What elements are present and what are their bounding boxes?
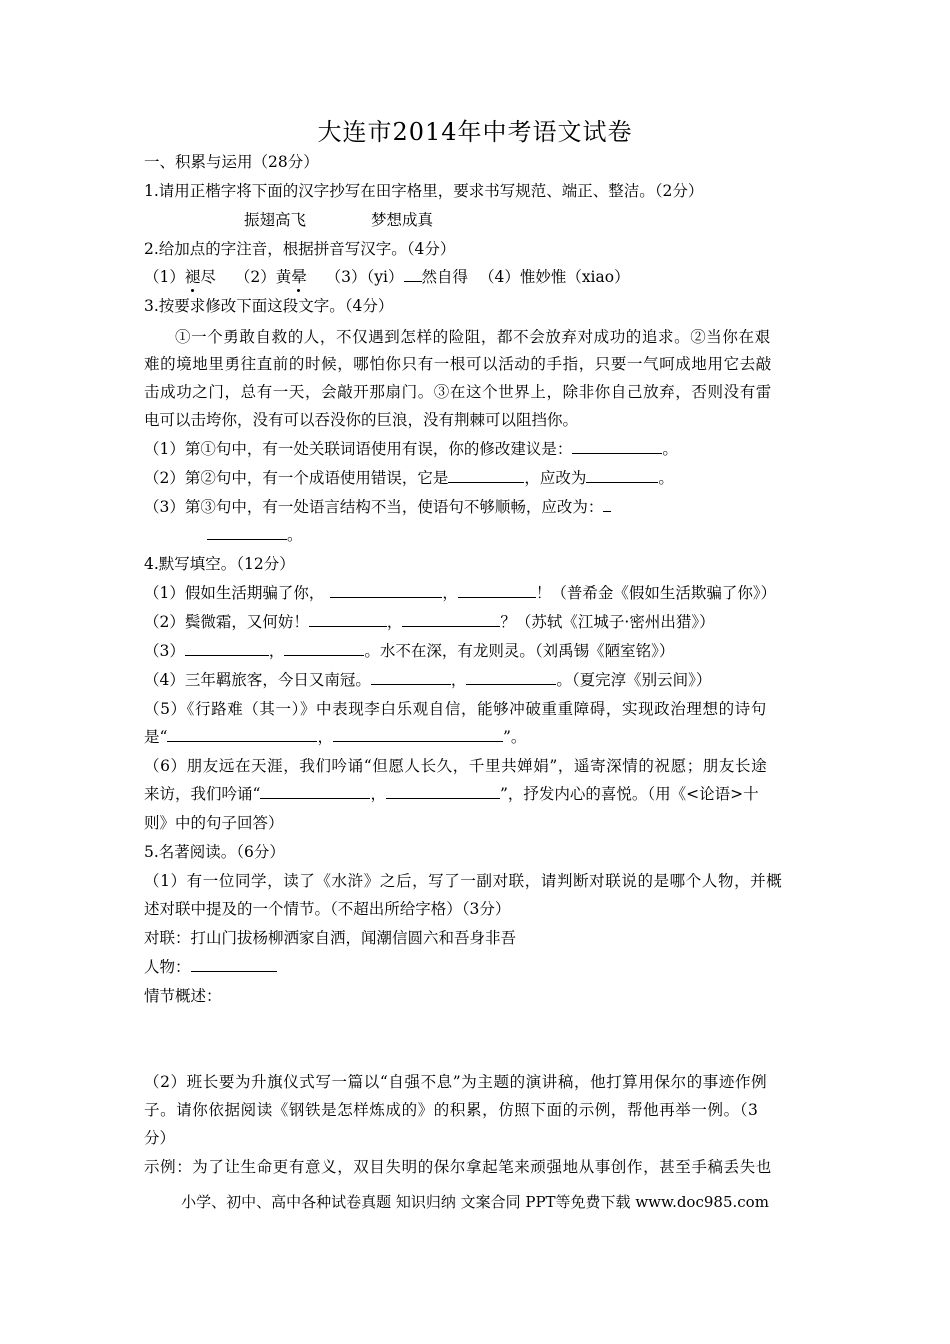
q3-sub2-text: （2）第②句中，有一个成语使用错误，它是 [144, 469, 449, 487]
q2-item1-pre: （1） [144, 268, 185, 286]
q3-para-line: 难的境地里勇往直前的时候，哪怕你只有一根可以活动的手指，只要一气呵成地用它去敲 [144, 355, 772, 373]
q5-part2-line: （2）班长要为升旗仪式写一篇以“自强不息”为主题的演讲稿，他打算用保尔的事迹作例 [144, 1073, 768, 1091]
q4-line6-blank-b[interactable] [386, 784, 500, 799]
q5-part1-line: （1）有一位同学，读了《水浒》之后，写了一副对联，请判断对联说的是哪个人物，并概 [144, 872, 783, 890]
q2-item2-pre: （2）黄 [234, 268, 292, 286]
q2-items [144, 265, 630, 287]
q2-item1-dotted-char: 褪 [185, 265, 201, 287]
q4-line1-b: ， [442, 584, 458, 602]
q4-line1 [144, 581, 776, 603]
q4-line2-a: （2）鬓微霜，又何妨！ [144, 613, 309, 631]
q4-line4-blank-a[interactable] [371, 670, 451, 685]
q4-line4-c: 。（夏完淳《别云间》） [556, 671, 712, 689]
section-heading: 一、积累与运用（28分） [144, 153, 319, 171]
q4-line5-blank-b[interactable] [333, 727, 503, 742]
q4-line5-c: ”。 [502, 728, 527, 746]
q4-line3-c: 。水不在深，有龙则灵。（刘禹锡《陋室铭》） [364, 642, 675, 660]
q4-line2-blank-a[interactable] [309, 612, 387, 627]
q3-sub3-blank[interactable] [207, 525, 287, 540]
q4-line5-cont [144, 725, 526, 747]
q1-prompt: 1.请用正楷字将下面的汉字抄写在田字格里，要求书写规范、端正、整洁。（2分） [144, 182, 704, 200]
q2-prompt: 2.给加点的字注音，根据拼音写汉字。（4分） [144, 240, 456, 258]
q2-item2-dotted-char: 晕 [291, 265, 307, 287]
q2-item4: （4）惟妙惟（xiao） [478, 268, 630, 286]
q3-sub2-mid: ，应改为 [524, 469, 587, 487]
q4-line1-blank-a[interactable] [330, 583, 442, 598]
q4-line3 [144, 639, 674, 661]
q4-line2-b: ， [386, 613, 403, 631]
q5-person-blank[interactable] [191, 957, 277, 972]
q3-para-line: 电可以击垮你，没有可以吞没你的巨浪，没有荆棘可以阻挡你。 [144, 411, 579, 429]
q4-line6-b: ， [370, 785, 386, 803]
q3-sub1-end: 。 [662, 440, 678, 458]
q4-line6-blank-a[interactable] [260, 784, 370, 799]
q2-item3-post: 然自得 [421, 268, 469, 286]
q1-word-b: 梦想成真 [371, 211, 434, 229]
q4-line5: （5）《行路难（其一）》中表现李白乐观自信，能够冲破重重障碍，实现政治理想的诗句 [144, 700, 767, 718]
q3-para-line: ①一个勇敢自救的人，不仅遇到怎样的险阻，都不会放弃对成功的追求。②当你在艰 [175, 328, 771, 346]
q3-sub3-end: 。 [287, 526, 303, 544]
page-title: 大连市2014年中考语文试卷 [317, 118, 633, 146]
q3-para-line: 击成功之门，总有一天，会敲开那扇门。③在这个世界上，除非你自己放弃，否则没有雷 [144, 383, 772, 401]
q5-person [144, 955, 277, 977]
q3-sub1-blank[interactable] [572, 439, 662, 454]
q2-item3-blank[interactable] [404, 267, 422, 282]
q3-sub3 [144, 495, 611, 517]
q4-prompt: 4.默写填空。（12分） [144, 555, 295, 573]
q4-line2-c: ？（苏轼《江城子·密州出猎》） [500, 613, 715, 631]
q5-person-label: 人物： [144, 958, 191, 976]
q3-sub2 [144, 466, 674, 488]
q2-item3: （3）（yi） [325, 268, 404, 286]
q4-line6: （6）朋友远在天涯，我们吟诵“但愿人长久，千里共婵娟”，遥寄深情的祝愿；朋友长途 [144, 757, 768, 775]
q4-line3-b: ， [268, 642, 285, 660]
q4-line1-a: （1）假如生活期骗了你， [144, 584, 325, 602]
q4-line2-blank-b[interactable] [402, 612, 500, 627]
q5-part1-line: 述对联中提及的一个情节。（不超出所给字格）（3分） [144, 900, 511, 918]
q4-line4 [144, 668, 711, 690]
q3-sub1 [144, 437, 678, 459]
q5-example: 示例：为了让生命更有意义，双目失明的保尔拿起笔来顽强地从事创作，甚至手稿丢失也 [144, 1158, 772, 1176]
q4-line6-cont [144, 782, 759, 804]
q5-plot-label: 情节概述： [144, 987, 222, 1005]
q3-sub1-text: （1）第①句中，有一处关联词语使用有误，你的修改建议是： [144, 440, 573, 458]
q4-line3-a: （3） [144, 642, 185, 660]
q3-sub3-blank-start[interactable] [603, 497, 611, 512]
q4-line4-a: （4）三年羁旅客，今日又南冠。 [144, 671, 371, 689]
q4-line5-blank-a[interactable] [167, 727, 317, 742]
q4-line3-blank-a[interactable] [185, 641, 269, 656]
q1-word-a: 振翅高飞 [244, 211, 307, 229]
q4-line6-c: ”，抒发内心的喜悦。（用《<论语>十 [499, 785, 759, 803]
q4-line5-a: 是“ [144, 728, 168, 746]
q5-prompt: 5.名著阅读。（6分） [144, 843, 285, 861]
q3-sub2-blank-a[interactable] [448, 468, 524, 483]
q3-prompt: 3.按要求修改下面这段文字。（4分） [144, 297, 394, 315]
q4-line4-b: ， [450, 671, 467, 689]
q5-couplet: 对联：打山门拔杨柳洒家自洒，闻潮信圆六和吾身非吾 [144, 929, 517, 947]
q4-line1-blank-b[interactable] [458, 583, 536, 598]
q5-part2-line: 分） [144, 1129, 176, 1147]
q3-sub3-text: （3）第③句中，有一处语言结构不当，使语句不够顺畅，应改为： [144, 498, 604, 516]
q3-sub3-cont [207, 523, 303, 545]
q4-line6-a: 来访，我们吟诵“ [144, 785, 261, 803]
q3-sub2-end: 。 [658, 469, 674, 487]
q4-line6-end: 则》中的句子回答） [144, 814, 284, 832]
q4-line4-blank-b[interactable] [466, 670, 556, 685]
footer-link[interactable]: 小学、初中、高中各种试卷真题 知识归纳 文案合同 PPT等免费下载 www.doc985.com [181, 1193, 769, 1211]
q4-line3-blank-b[interactable] [284, 641, 364, 656]
q2-item1-post: 尽 [200, 268, 216, 286]
q5-part2-line: 子。请你依据阅读《钢铁是怎样炼成的》的积累，仿照下面的示例，帮他再举一例。（3 [144, 1101, 759, 1119]
q4-line2 [144, 610, 715, 632]
q3-sub2-blank-b[interactable] [586, 468, 658, 483]
q4-line1-c: ！（普希金《假如生活欺骗了你》） [535, 584, 777, 602]
q4-line5-b: ， [317, 728, 333, 746]
